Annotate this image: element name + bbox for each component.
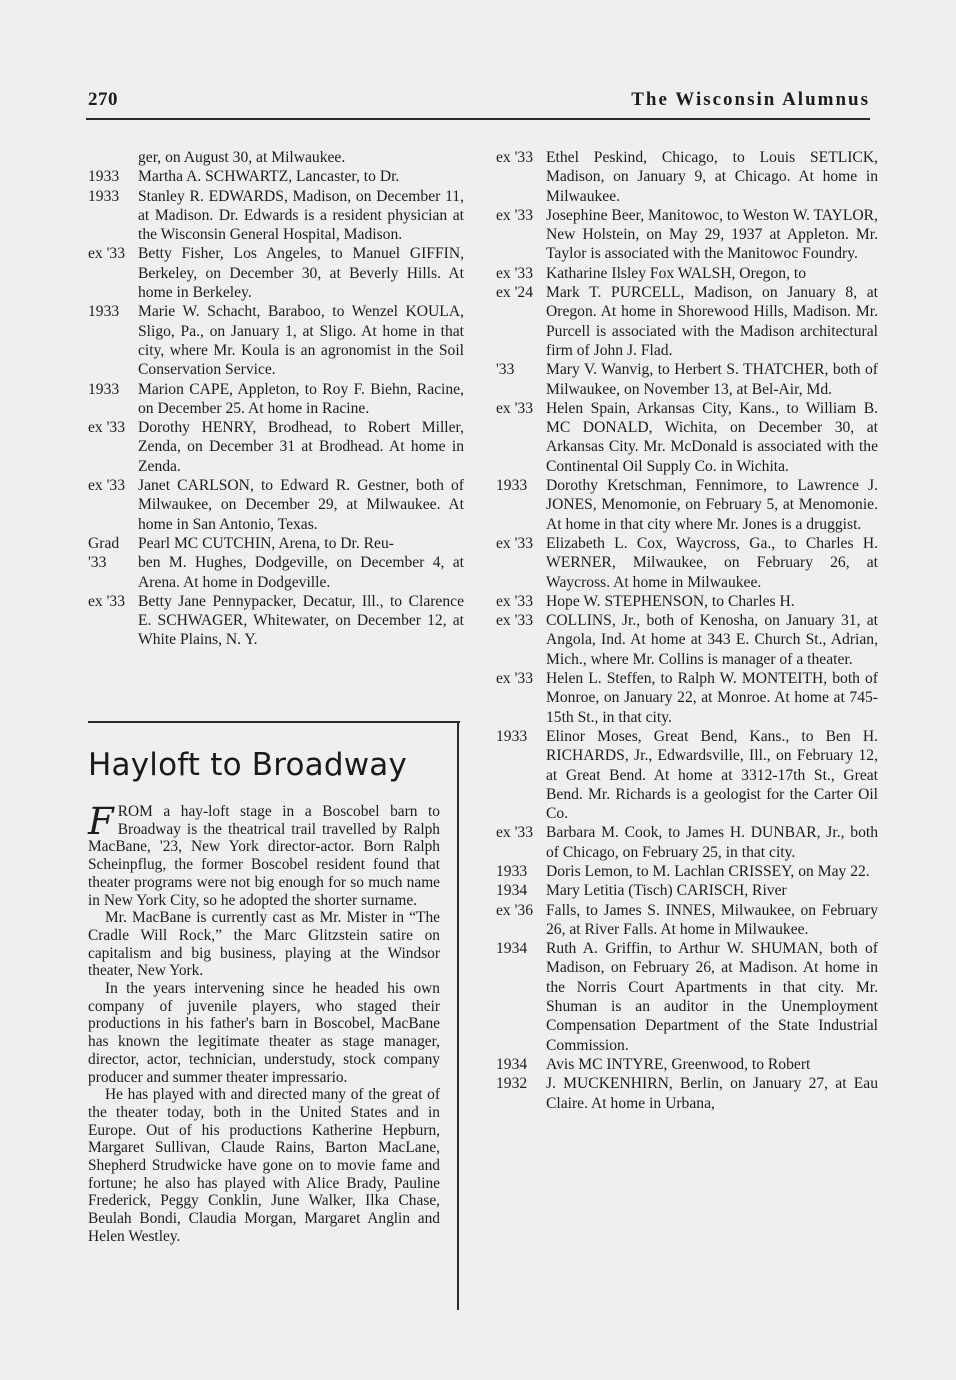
class-year: ex '33 [88, 419, 126, 437]
entry-text: Mary V. Wanvig, to Herbert S. THATCHER, both of Milwaukee, on November 13, at Bel-Air, Md. [546, 361, 878, 398]
entry-text: Marie W. Schacht, Baraboo, to Wenzel KOULA, Sligo, Pa., on January 1, at Sligo. At home in that city, where Mr. Koula is an agronomist in the Soil Conservation Service. [138, 303, 464, 379]
wedding-entry [88, 302, 464, 379]
feature-paragraph: Mr. MacBane is currently cast as Mr. Mister in “The Cradle Will Rock,” the Marc Glitzstein satire on capitalism and big business, playing at the Windsor theater, New York. [88, 909, 440, 980]
class-year: 1933 [496, 862, 528, 880]
class-year [88, 148, 138, 167]
feature-paragraph [88, 800, 440, 909]
wedding-entry [88, 148, 464, 167]
wedding-entry [496, 534, 878, 592]
entry-text: Doris Lemon, to M. Lachlan CRISSEY, on May 22. [546, 862, 870, 880]
class-year: ex '33 [496, 534, 534, 552]
wedding-entry [496, 360, 878, 399]
class-year: 1934 [496, 940, 528, 958]
entry-text: Helen L. Steffen, to Ralph W. MONTEITH, both of Monroe, on January 22, at Monroe. At home at 745-15th St., in that city. [546, 670, 878, 726]
class-year: ex '33 [496, 592, 534, 610]
entry-text: Avis MC INTYRE, Greenwood, to Robert [546, 1055, 811, 1073]
wedding-entry [496, 881, 878, 900]
class-year: ex '33 [496, 824, 534, 842]
wedding-entry [496, 823, 878, 862]
class-year: 1934 [496, 882, 528, 900]
wedding-entry [88, 553, 464, 592]
entry-text: Martha A. SCHWARTZ, Lancaster, to Dr. [138, 168, 400, 186]
entry-text: ben M. Hughes, Dodgeville, on December 4, at Arena. At home in Dodgeville. [138, 554, 464, 591]
feature-paragraph: He has played with and directed many of the great of the theater today, both in the United States and in Europe. Out of his productions Katherine Hepburn, Margaret Sullivan, Claude Rains, Barton MacLane, Shepherd Strudwicke have gone on to movie fame and fortune; he also has played with Alice Brady, Pauline Frederick, Peggy Conklin, June Walker, Ilka Chase, Beulah Bondi, Claudia Morgan, Margaret Anglin and Helen Westley. [88, 1086, 440, 1245]
wedding-entry [496, 264, 878, 283]
wedding-entry [88, 534, 464, 553]
class-year: 1933 [88, 168, 120, 186]
class-year: ex '33 [496, 206, 534, 224]
class-year: ex '33 [88, 477, 126, 495]
entry-text: Hope W. STEPHENSON, to Charles H. [546, 592, 795, 610]
feature-body [88, 800, 440, 1246]
feature-title: Hayloft to Broadway [88, 747, 408, 783]
wedding-entry [496, 592, 878, 611]
wedding-entry [496, 283, 878, 360]
entry-text: Elizabeth L. Cox, Waycross, Ga., to Charles H. WERNER, Milwaukee, on February 26, at Waycross. At home in Milwaukee. [546, 534, 878, 591]
class-year: '33 [496, 361, 515, 379]
entry-text: Helen Spain, Arkansas City, Kans., to William B. MC DONALD, Wichita, on December 30, at Arkansas City. Mr. McDonald is associated with the Continental Oil Supply Co. in Wichita. [546, 399, 878, 475]
wedding-entry [496, 862, 878, 881]
entry-text: Dorothy HENRY, Brodhead, to Robert Miller, Zenda, on December 31 at Brodhead. At home in Zenda. [138, 419, 464, 475]
entry-text: ger, on August 30, at Milwaukee. [138, 149, 346, 166]
wedding-entry [496, 1074, 878, 1113]
drop-cap: F [88, 800, 114, 843]
class-year: 1933 [88, 187, 120, 205]
class-year: ex '33 [88, 592, 126, 610]
entry-text: Elinor Moses, Great Bend, Kans., to Ben H. RICHARDS, Jr., Edwardsville, Ill., on February 12, at Great Bend. At home at 3312-17th St., Great Bend. Mr. Richards is a geologist for the Carter Oil Co. [546, 727, 878, 823]
entry-text: Janet CARLSON, to Edward R. Gestner, both of Milwaukee, on December 29, at Milwaukee. At home in San Antonio, Texas. [138, 477, 464, 533]
feature-paragraph: In the years intervening since he headed his own company of juvenile players, who staged their productions in his father's barn in Boscobel, MacBane has known the legitimate theater as stage manager, director, actor, technician, understudy, stock company producer and summer theater impressario. [88, 980, 440, 1086]
feature-article [88, 721, 460, 1246]
class-year: ex '33 [496, 670, 534, 688]
wedding-entry [496, 148, 878, 206]
class-year: ex '33 [496, 149, 534, 166]
wedding-entry [496, 1055, 878, 1074]
entry-text: Stanley R. EDWARDS, Madison, on December 11, at Madison. Dr. Edwards is a resident physician at the Wisconsin General Hospital, Madison. [138, 187, 464, 244]
entry-text: Falls, to James S. INNES, Milwaukee, on February 26, at River Falls. At home in Milwaukee. [546, 901, 878, 938]
wedding-entry [88, 187, 464, 245]
wedding-entry [88, 592, 464, 650]
class-year: ex '33 [496, 612, 534, 630]
wedding-entry [496, 727, 878, 823]
entry-text: Josephine Beer, Manitowoc, to Weston W. TAYLOR, New Holstein, on May 29, 1937 at Appleton. Mr. Taylor is associated with the Manitowoc Foundry. [546, 206, 878, 263]
wedding-entry [496, 476, 878, 534]
entry-text: Mary Letitia (Tisch) CARISCH, River [546, 882, 787, 900]
class-year: ex '33 [496, 264, 534, 282]
entry-text: COLLINS, Jr., both of Kenosha, on January 31, at Angola, Ind. At home at 343 E. Church St., Adrian, Mich., where Mr. Collins is manager of a theater. [546, 612, 878, 668]
wedding-entry [88, 380, 464, 419]
page-number: 270 [88, 89, 118, 110]
class-year: 1933 [496, 727, 528, 745]
entry-text: Mark T. PURCELL, Madison, on January 8, at Oregon. At home in Shorewood Hills, Madison. Mr. Purcell is associated with the Madison architectural firm of John J. Flad. [546, 284, 878, 359]
wedding-entry [496, 206, 878, 264]
entry-text: Dorothy Kretschman, Fennimore, to Lawrence J. JONES, Menomonie, on February 5, at Menomonie. At home in that city where Mr. Jones is a druggist. [546, 477, 878, 533]
wedding-entry [496, 669, 878, 727]
header-rule [86, 118, 870, 120]
wedding-entry [496, 901, 878, 940]
wedding-entry [88, 476, 464, 534]
class-year: ex '36 [496, 901, 534, 919]
right-column [496, 148, 878, 1113]
class-year: 1934 [496, 1055, 528, 1073]
wedding-entry [496, 399, 878, 476]
entry-text: Betty Jane Pennypacker, Decatur, Ill., to Clarence E. SCHWAGER, Whitewater, on December 12, at White Plains, N. Y. [138, 592, 464, 649]
entry-text: Barbara M. Cook, to James H. DUNBAR, Jr., both of Chicago, on February 25, in that city. [546, 824, 878, 861]
entry-text: Ruth A. Griffin, to Arthur W. SHUMAN, both of Madison, on February 26, at Madison. At home in the Norris Court Apartments in that city. Mr. Shuman is an auditor in the Unemployment Compensation Department of the State Industrial Commission. [546, 940, 878, 1054]
feature-box-rule [457, 722, 459, 1310]
class-year: ex '33 [496, 399, 534, 417]
class-year: ex '24 [496, 284, 534, 302]
entry-text: Betty Fisher, Los Angeles, to Manuel GIFFIN, Berkeley, on December 30, at Beverly Hills. At home in Berkeley. [138, 245, 464, 302]
class-year: '33 [88, 554, 107, 572]
running-head: The Wisconsin Alumnus [631, 89, 870, 110]
class-year: 1933 [88, 380, 120, 398]
class-year: 1933 [496, 477, 528, 495]
feature-paragraph-text: ROM a hay-loft stage in a Boscobel barn to Broadway is the theatrical trail travelled by Ralph MacBane, '23, New York director-actor. Born Ralph Scheinpflug, the former Boscobel resident found that theater programs were not big enough for so much name in New York City, so he adopted the shorter surname. [88, 803, 440, 909]
wedding-entry [88, 167, 464, 186]
entry-text: J. MUCKENHIRN, Berlin, on January 27, at Eau Claire. At home in Urbana, [546, 1075, 878, 1112]
class-year: Grad [88, 534, 120, 552]
wedding-entry [496, 611, 878, 669]
entry-text: Marion CAPE, Appleton, to Roy F. Biehn, Racine, on December 25. At home in Racine. [138, 380, 464, 417]
class-year: 1932 [496, 1075, 528, 1093]
entry-text: Katharine Ilsley Fox WALSH, Oregon, to [546, 264, 806, 282]
wedding-entry [88, 418, 464, 476]
entry-text: Ethel Peskind, Chicago, to Louis SETLICK, Madison, on January 9, at Chicago. At home in Milwaukee. [546, 149, 878, 205]
wedding-entry [88, 244, 464, 302]
wedding-entry [496, 939, 878, 1055]
left-column [88, 148, 464, 650]
entry-text: Pearl MC CUTCHIN, Arena, to Dr. Reu- [138, 534, 394, 552]
class-year: 1933 [88, 303, 120, 321]
class-year: ex '33 [88, 245, 126, 263]
